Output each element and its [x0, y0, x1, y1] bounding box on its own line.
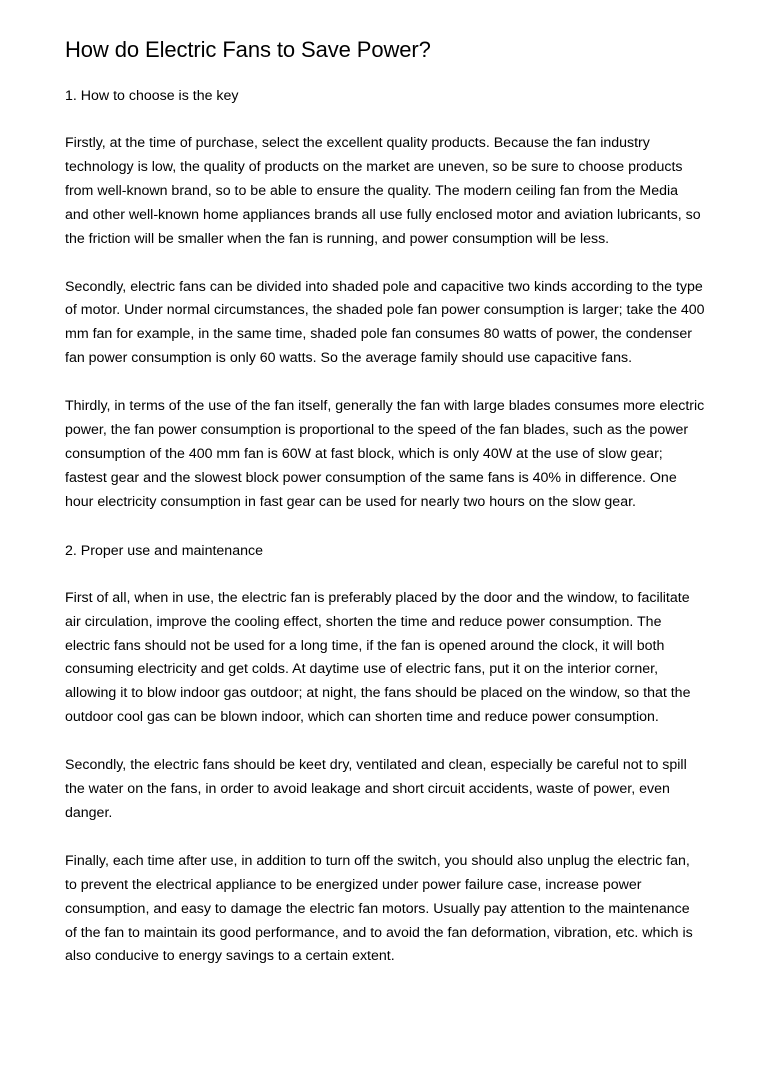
section-heading: 1. How to choose is the key [65, 88, 239, 104]
page-title: How do Electric Fans to Save Power? [65, 37, 431, 62]
document-page [65, 36, 705, 993]
paragraph: Firstly, at the time of purchase, select the excellent quality products. Because the fan industry technology is low, the quality of products on the market are uneven, so be sure to choose products from well-known brand, so to be able to ensure the quality. The modern ceiling fan from the Media and other well-known home appliances brands all use fully enclosed motor and aviation lubricants, so the friction will be smaller when the fan is running, and power consumption will be less. [65, 135, 701, 247]
section-proper-use [65, 539, 705, 970]
paragraph: First of all, when in use, the electric fan is preferably placed by the door and the window, to facilitate air circulation, improve the cooling effect, shorten the time and reduce power consumption. The electric fans should not be used for a long time, if the fan is opened around the clock, it will both consuming electricity and get colds. At daytime use of electric fans, put it on the interior corner, allowing it to blow indoor gas outdoor; at night, the fans should be placed on the window, so that the outdoor cool gas can be blown indoor, which can shorten time and reduce power consumption. [65, 589, 691, 726]
paragraph: Finally, each time after use, in addition to turn off the switch, you should also unplug the electric fan, to prevent the electrical appliance to be energized under power failure case, increase power consumption, and easy to damage the electric fan motors. Usually pay attention to the maintenance of the fan to maintain its good performance, and to avoid the fan deformation, vibration, etc. which is also conducive to energy savings to a certain extent. [65, 852, 693, 965]
paragraph: Secondly, the electric fans should be keet dry, ventilated and clean, especially be careful not to spill the water on the fans, in order to avoid leakage and short circuit accidents, waste of power, even danger. [65, 757, 687, 821]
paragraph: Secondly, electric fans can be divided into shaded pole and capacitive two kinds according to the type of motor. Under normal circumstances, the shaded pole fan power consumption is larger; take the 400 mm fan for example, in the same time, shaded pole fan consumes 80 watts of power, the condenser fan power consumption is only 60 watts. So the average family should use capacitive fans. [65, 278, 705, 367]
section-heading: 2. Proper use and maintenance [65, 542, 263, 559]
section-how-to-choose [65, 84, 705, 515]
paragraph: Thirdly, in terms of the use of the fan itself, generally the fan with large blades consumes more electric power, the fan power consumption is proportional to the speed of the fan blades, such as the power consumption of the 400 mm fan is 60W at fast block, which is only 40W at the use of slow gear; fastest gear and the slowest block power consumption of the same fans is 40% in difference. One hour electricity consumption in fast gear can be used for nearly two hours on the slow gear. [65, 398, 705, 510]
